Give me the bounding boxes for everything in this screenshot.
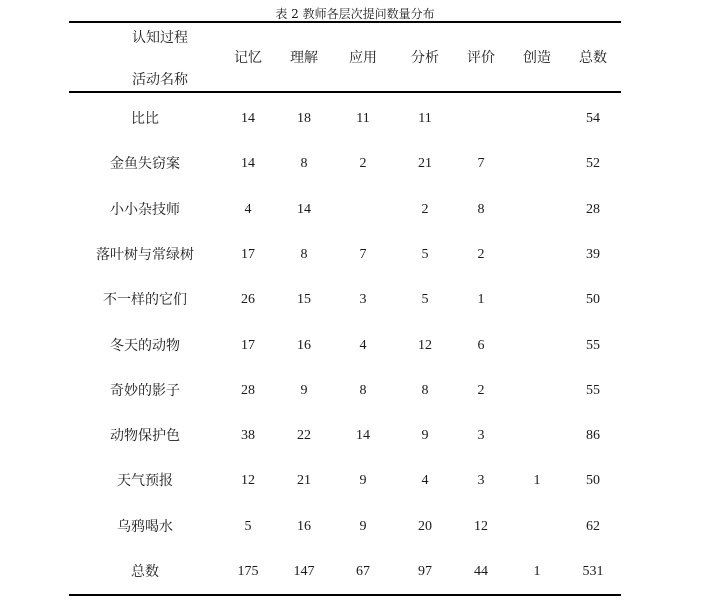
table-cell: 55 <box>586 383 600 398</box>
column-header: 评价 <box>467 50 495 66</box>
table-cell: 8 <box>359 383 367 398</box>
table-cell: 6 <box>477 338 485 353</box>
table-cell: 2 <box>359 156 367 171</box>
table-cell: 1 <box>533 473 541 488</box>
table-cell: 11 <box>418 111 432 126</box>
row-name: 不一样的它们 <box>103 292 187 308</box>
corner-header-bottom: 活动名称 <box>132 72 188 88</box>
table-cell: 2 <box>421 202 429 217</box>
table-cell: 7 <box>359 247 367 262</box>
table-cell: 12 <box>474 519 488 534</box>
table-cell: 11 <box>356 111 370 126</box>
table-cell: 8 <box>477 202 485 217</box>
table-cell: 14 <box>297 202 311 217</box>
column-header: 总数 <box>579 50 607 66</box>
table-cell: 44 <box>474 564 488 579</box>
table-cell: 38 <box>241 428 255 443</box>
table-cell: 16 <box>297 519 311 534</box>
row-name: 比比 <box>131 111 159 127</box>
row-name: 总数 <box>131 564 159 580</box>
table-cell: 50 <box>586 292 600 307</box>
table-cell: 86 <box>586 428 600 443</box>
row-name: 小小杂技师 <box>110 202 180 218</box>
row-name: 天气预报 <box>117 473 173 489</box>
table-cell: 14 <box>356 428 370 443</box>
table-cell: 2 <box>477 383 485 398</box>
table-cell: 4 <box>359 338 367 353</box>
bottom-rule <box>69 594 621 596</box>
table-cell: 55 <box>586 338 600 353</box>
table-cell: 16 <box>297 338 311 353</box>
table-cell: 5 <box>244 519 252 534</box>
table-cell: 21 <box>297 473 311 488</box>
table-cell: 1 <box>477 292 485 307</box>
table-cell: 3 <box>359 292 367 307</box>
table-cell: 18 <box>297 111 311 126</box>
table-cell: 14 <box>241 156 255 171</box>
table-cell: 9 <box>421 428 429 443</box>
table-cell: 1 <box>533 564 541 579</box>
table-cell: 9 <box>300 383 308 398</box>
table-cell: 62 <box>586 519 600 534</box>
table-cell: 7 <box>477 156 485 171</box>
table-cell: 5 <box>421 247 429 262</box>
row-name: 冬天的动物 <box>110 338 180 354</box>
table-cell: 50 <box>586 473 600 488</box>
table-cell: 15 <box>297 292 311 307</box>
table-cell: 26 <box>241 292 255 307</box>
table-cell: 28 <box>586 202 600 217</box>
table-cell: 4 <box>421 473 429 488</box>
row-name: 乌鸦喝水 <box>117 519 173 535</box>
table-cell: 21 <box>418 156 432 171</box>
row-name: 动物保护色 <box>110 428 180 444</box>
column-header: 创造 <box>523 50 551 66</box>
table-cell: 3 <box>477 473 485 488</box>
top-rule <box>69 21 621 23</box>
table-cell: 147 <box>293 564 315 579</box>
column-header: 应用 <box>349 50 377 66</box>
table-cell: 9 <box>359 519 367 534</box>
table-cell: 52 <box>586 156 600 171</box>
table-cell: 22 <box>297 428 311 443</box>
row-name: 金鱼失窃案 <box>110 156 180 172</box>
table-cell: 54 <box>586 111 600 126</box>
table-cell: 39 <box>586 247 600 262</box>
table-cell: 67 <box>356 564 370 579</box>
table-cell: 8 <box>300 247 308 262</box>
column-header: 分析 <box>411 50 439 66</box>
table-cell: 17 <box>241 338 255 353</box>
table-cell: 5 <box>421 292 429 307</box>
table-cell: 175 <box>237 564 259 579</box>
table-cell: 14 <box>241 111 255 126</box>
table-cell: 97 <box>418 564 432 579</box>
column-header: 理解 <box>290 50 318 66</box>
row-name: 奇妙的影子 <box>110 383 180 399</box>
table-caption: 表 2 教师各层次提问数量分布 <box>275 7 435 21</box>
corner-header-top: 认知过程 <box>132 30 188 46</box>
table-cell: 2 <box>477 247 485 262</box>
table-cell: 3 <box>477 428 485 443</box>
table-cell: 28 <box>241 383 255 398</box>
table-cell: 17 <box>241 247 255 262</box>
table-cell: 8 <box>421 383 429 398</box>
table-cell: 12 <box>241 473 255 488</box>
table-cell: 12 <box>418 338 432 353</box>
row-name: 落叶树与常绿树 <box>96 247 194 263</box>
table-cell: 9 <box>359 473 367 488</box>
table-cell: 20 <box>418 519 432 534</box>
table-cell: 531 <box>582 564 604 579</box>
header-rule <box>69 91 621 93</box>
table-cell: 8 <box>300 156 308 171</box>
column-header: 记忆 <box>234 50 262 66</box>
table-cell: 4 <box>244 202 252 217</box>
